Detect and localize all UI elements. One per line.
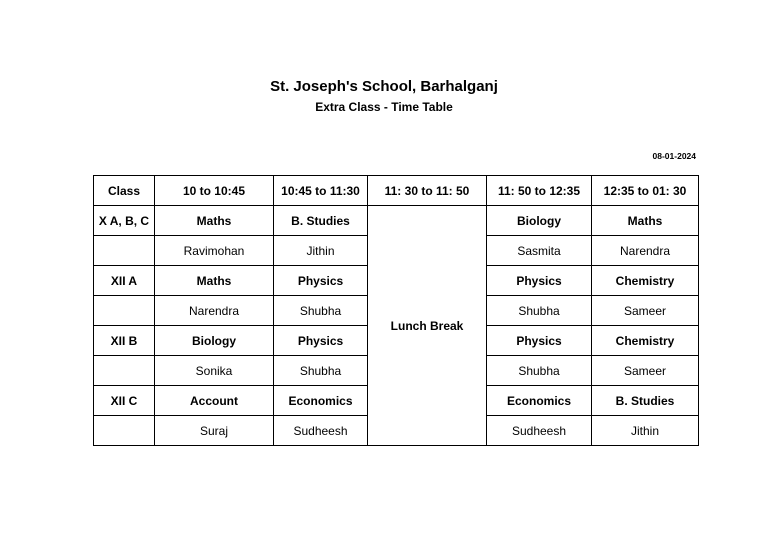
timetable-date: 08-01-2024 — [652, 151, 696, 161]
class-name: X A, B, C — [94, 206, 155, 236]
subject-cell: Biology — [155, 326, 274, 356]
empty-cell — [94, 356, 155, 386]
class-name: XII C — [94, 386, 155, 416]
teacher-cell: Jithin — [274, 236, 368, 266]
subject-cell: Chemistry — [592, 266, 699, 296]
class-name: XII A — [94, 266, 155, 296]
empty-cell — [94, 236, 155, 266]
column-header-period-4: 12:35 to 01: 30 — [592, 176, 699, 206]
empty-cell — [94, 296, 155, 326]
subject-cell: Physics — [274, 326, 368, 356]
header-row — [94, 176, 699, 206]
timetable-subtitle: Extra Class - Time Table — [315, 100, 453, 114]
teacher-cell: Sudheesh — [487, 416, 592, 446]
teacher-cell: Sonika — [155, 356, 274, 386]
empty-cell — [94, 416, 155, 446]
teacher-cell: Shubha — [274, 296, 368, 326]
teacher-cell: Ravimohan — [155, 236, 274, 266]
class-name: XII B — [94, 326, 155, 356]
column-header-break: 11: 30 to 11: 50 — [368, 176, 487, 206]
column-header-class: Class — [94, 176, 155, 206]
subject-cell: Physics — [487, 326, 592, 356]
teacher-cell: Narendra — [155, 296, 274, 326]
subject-cell: B. Studies — [592, 386, 699, 416]
teacher-cell: Sameer — [592, 356, 699, 386]
subject-cell: Account — [155, 386, 274, 416]
subject-cell: Economics — [274, 386, 368, 416]
teacher-cell: Shubha — [274, 356, 368, 386]
subject-cell: Chemistry — [592, 326, 699, 356]
subject-cell: Physics — [274, 266, 368, 296]
teacher-cell: Sameer — [592, 296, 699, 326]
subject-cell: B. Studies — [274, 206, 368, 236]
teacher-cell: Sudheesh — [274, 416, 368, 446]
teacher-cell: Jithin — [592, 416, 699, 446]
table-row-subjects — [94, 206, 699, 236]
subject-cell: Maths — [592, 206, 699, 236]
teacher-cell: Sasmita — [487, 236, 592, 266]
lunch-break-cell: Lunch Break — [368, 206, 487, 446]
timetable — [93, 175, 699, 446]
subject-cell: Maths — [155, 266, 274, 296]
teacher-cell: Shubha — [487, 296, 592, 326]
school-title: St. Joseph's School, Barhalganj — [270, 78, 498, 95]
teacher-cell: Narendra — [592, 236, 699, 266]
teacher-cell: Shubha — [487, 356, 592, 386]
column-header-period-1: 10 to 10:45 — [155, 176, 274, 206]
column-header-period-3: 11: 50 to 12:35 — [487, 176, 592, 206]
subject-cell: Physics — [487, 266, 592, 296]
subject-cell: Economics — [487, 386, 592, 416]
subject-cell: Maths — [155, 206, 274, 236]
subject-cell: Biology — [487, 206, 592, 236]
teacher-cell: Suraj — [155, 416, 274, 446]
column-header-period-2: 10:45 to 11:30 — [274, 176, 368, 206]
